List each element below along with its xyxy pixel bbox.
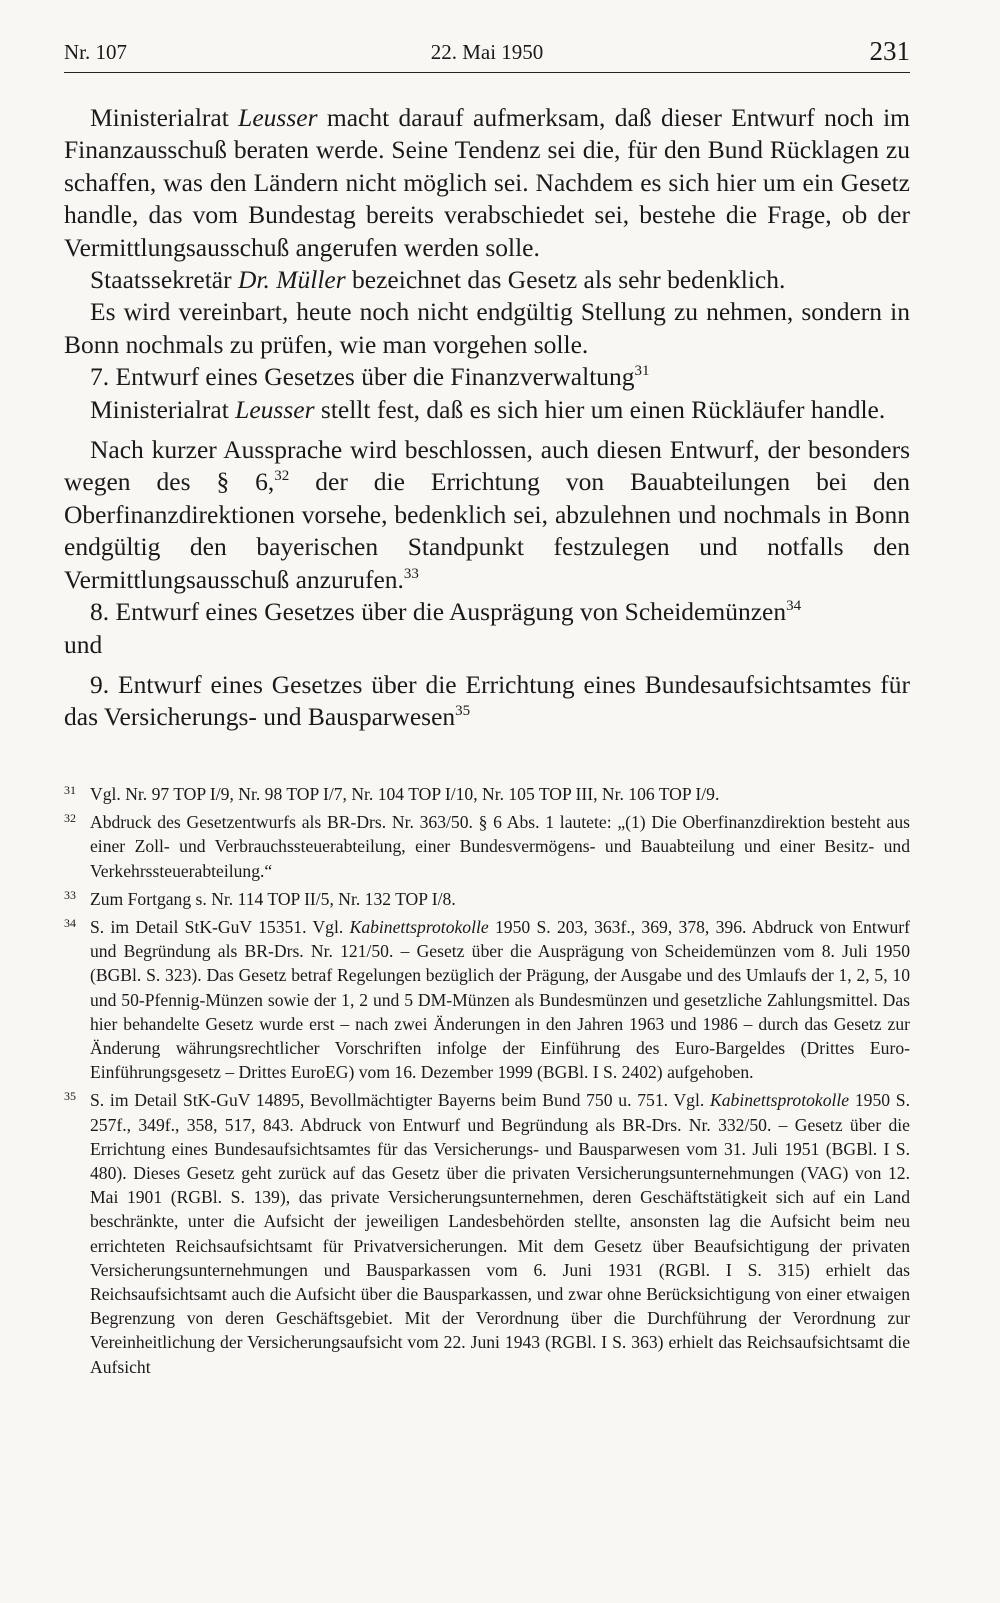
person-name: Dr. Müller bbox=[237, 265, 346, 295]
footnote-ref[interactable]: 32 bbox=[274, 468, 290, 485]
footnotes bbox=[64, 782, 910, 1383]
paragraph: Ministerialrat Leusser stellt fest, daß es sich hier um einen Rückläufer handle. bbox=[90, 394, 886, 424]
main-text bbox=[64, 102, 910, 734]
footnote-number: 32 bbox=[64, 811, 76, 826]
footnote: 31 Vgl. Nr. 97 TOP I/9, Nr. 98 TOP I/7, Nr. 104 TOP I/10, Nr. 105 TOP III, Nr. 106 TOP I/9. bbox=[64, 782, 910, 806]
footnote-number: 33 bbox=[64, 887, 76, 902]
paragraph: Ministerialrat Leusser macht darauf aufmerksam, daß dieser Entwurf noch im Finanzausschuß beraten werde. Seine Tendenz sei die, für den Bund Rücklagen zu schaffen, was den Ländern nicht möglich sei. Nachdem es sich hier um ein Gesetz handle, das vom Bundestag bereits verabschiedet sei, bestehe die Frage, ob der Vermittlungsausschuß angerufen werden solle. bbox=[64, 103, 910, 262]
footnote: 34 S. im Detail StK-GuV 15351. Vgl. Kabinettsprotokolle 1950 S. 203, 363f., 369, 378, 396. Abdruck von Entwurf und Begründung als BR-Drs. Nr. 121/50. – Gesetz über die Ausprägung von Scheidemünzen vom 8. Juli 1950 (BGBl. S. 323). Das Gesetz betraf Regelungen bezüglich der Prägung, der Ausgabe und des Umlaufs der 1, 2, 5, 10 und 50-Pfennig-Münzen sowie der 1, 2 und 5 DM-Münzen als Bundesmünzen und gesetzliche Zahlungsmittel. Das hier behandelte Gesetz wurde erst – nach zwei Änderungen in den Jahren 1963 und 1986 – durch das Gesetz zur Änderung währungsrechtlicher Vorschriften infolge der Einführung des Euro-Bargeldes (Drittes Euro-Einführungsgesetz – Drittes EuroEG) vom 16. Dezember 1999 (BGBl. I S. 2402) aufgehoben. bbox=[64, 915, 910, 1084]
agenda-item-8: 8. Entwurf eines Gesetzes über die Ausprägung von Scheidemünzen$^{34}$ und bbox=[64, 597, 802, 659]
page-header bbox=[64, 36, 910, 73]
footnote: 35 S. im Detail StK-GuV 14895, Bevollmächtigter Bayerns beim Bund 750 u. 751. Vgl. Kabinettsprotokolle 1950 S. 257f., 349f., 358, 517, 843. Abdruck von Entwurf und Begründung als BR-Drs. Nr. 332/50. – Gesetz über die Errichtung eines Bundesaufsichtsamtes für das Versicherungs- und Bausparwesen vom 31. Juli 1951 (BGBl. I S. 480). Dieses Gesetz geht zurück auf das Gesetz über die privaten Versicherungsunternehmungen (VAG) von 12. Mai 1901 (RGBl. S. 139), das private Versicherungsunternehmen, deren Geschäftstätigkeit sich auf ein Land beschränkte, unter die Aufsicht der jeweiligen Landesbehörden stellte, ansonsten lag die Aufsicht beim neu errichteten Reichsaufsichtsamt für Privatversicherungen. Mit dem Gesetz über Beaufsichtigung der privaten Versicherungsunternehmungen und Bausparkassen vom 6. Juni 1931 (RGBl. I S. 315) erhielt das Reichsaufsichtsamt auch die Aufsicht über die Bausparkassen, und zwar ohne Berücksichtigung von einer etwaigen Begrenzung von deren Geschäftsgebiet. Mit der Verordnung über die Durchführung der Verordnung zur Vereinheitlichung der Versicherungsaufsicht vom 22. Juni 1943 (RGBl. I S. 363) erhielt das Reichsaufsichtsamt die Aufsicht bbox=[64, 1088, 910, 1378]
footnote-number: 35 bbox=[64, 1089, 76, 1104]
agenda-item-9: 9. Entwurf eines Gesetzes über die Errichtung eines Bundesaufsichtsamtes für das Versicherungs- und Bausparwesen$^{35}$ bbox=[64, 669, 910, 732]
paragraph: Staatssekretär Dr. Müller bezeichnet das Gesetz als sehr bedenklich. bbox=[90, 265, 786, 295]
footnote-ref[interactable]: 35 bbox=[455, 703, 471, 720]
footnote-number: 34 bbox=[64, 916, 76, 931]
footnote-ref[interactable]: 34 bbox=[786, 598, 802, 615]
person-name: Leusser bbox=[238, 103, 318, 132]
footnote-number: 31 bbox=[64, 783, 76, 797]
paragraph: Nach kurzer Aussprache wird beschlossen, auch diesen Entwurf, der besonders wegen des § 6,32 der die Errichtung von Bauabteilungen bei den Oberfinanzdirektionen vorsehe, bedenklich sei, abzulehnen und nochmals in Bonn endgültig den bayerischen Standpunkt festzulegen und notfalls den Vermittlungsausschuß anzurufen.$^{33}$ bbox=[64, 435, 910, 594]
person-name: Leusser bbox=[235, 394, 315, 424]
footnote-ref[interactable]: 31 bbox=[634, 363, 650, 380]
footnote-ref[interactable]: 33 bbox=[403, 565, 419, 582]
agenda-item-7: 7. Entwurf eines Gesetzes über die Finanzverwaltung$^{31}$ bbox=[90, 362, 650, 392]
page-number: 231 bbox=[869, 36, 910, 66]
document-number: Nr. 107 bbox=[64, 40, 127, 64]
footnote: 33 Zum Fortgang s. Nr. 114 TOP II/5, Nr. 132 TOP I/8. bbox=[64, 887, 910, 911]
footnote: 32 Abdruck des Gesetzentwurfs als BR-Drs. Nr. 363/50. § 6 Abs. 1 lautete: „(1) Die Oberfinanzdirektion besteht aus einer Zoll- und Verbrauchssteuerabteilung, einer Bundesvermögens- und Bauabteilung und einer Besitz- und Verkehrssteuerabteilung.“ bbox=[64, 810, 910, 883]
paragraph: Es wird vereinbart, heute noch nicht endgültig Stellung zu nehmen, sondern in Bonn nochmals zu prüfen, wie man vorgehen solle. bbox=[64, 297, 910, 359]
document-date: 22. Mai 1950 bbox=[430, 40, 544, 64]
